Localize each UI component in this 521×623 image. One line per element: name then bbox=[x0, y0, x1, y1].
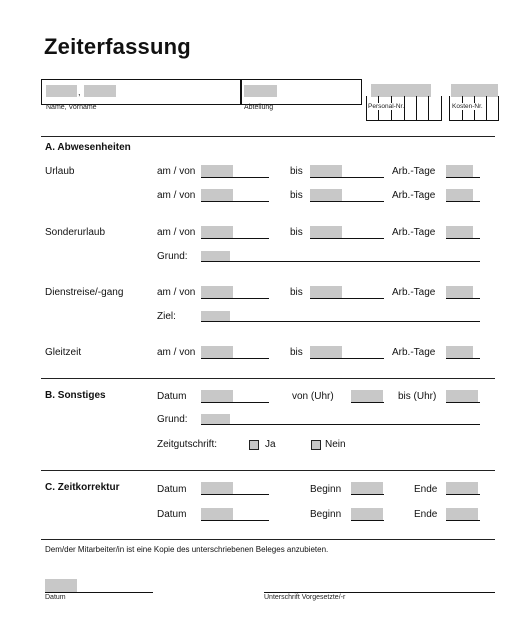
urlaub1-to-field[interactable] bbox=[310, 165, 342, 177]
bis-label: bis bbox=[290, 190, 303, 201]
dienstreise-label: Dienstreise/-gang bbox=[45, 287, 124, 298]
underline bbox=[351, 494, 384, 495]
ja-checkbox[interactable] bbox=[249, 440, 259, 450]
beginn-label: Beginn bbox=[310, 509, 342, 520]
am-von-label: am / von bbox=[157, 166, 196, 177]
divider bbox=[41, 470, 495, 471]
signature-line[interactable] bbox=[264, 592, 495, 593]
sonder-days-field[interactable] bbox=[446, 226, 473, 238]
signature-label: Unterschrift Vorgesetzte/-r bbox=[264, 594, 346, 601]
department-field[interactable] bbox=[244, 85, 277, 97]
nein-checkbox[interactable] bbox=[311, 440, 321, 450]
datum-label: Datum bbox=[157, 484, 187, 495]
sonstiges-datum-field[interactable] bbox=[201, 390, 233, 402]
firstname-field[interactable] bbox=[84, 85, 116, 97]
bis-label: bis bbox=[290, 347, 303, 358]
von-uhr-label: von (Uhr) bbox=[292, 391, 334, 402]
dienst-from-field[interactable] bbox=[201, 286, 233, 298]
korrektur1-beginn-field[interactable] bbox=[351, 482, 383, 494]
signature-date-label: Datum bbox=[45, 594, 66, 601]
ja-label: Ja bbox=[265, 439, 276, 450]
underline bbox=[310, 201, 384, 202]
underline bbox=[201, 424, 480, 425]
bis-label: bis bbox=[290, 287, 303, 298]
underline bbox=[45, 592, 153, 593]
underline bbox=[446, 177, 480, 178]
sonstiges-bis-field[interactable] bbox=[446, 390, 478, 402]
gleit-to-field[interactable] bbox=[310, 346, 342, 358]
underline bbox=[310, 177, 384, 178]
divider bbox=[41, 539, 495, 540]
bis-uhr-label: bis (Uhr) bbox=[398, 391, 437, 402]
arb-tage-label: Arb.-Tage bbox=[392, 287, 436, 298]
divider bbox=[41, 378, 495, 379]
section-b-title: B. Sonstiges bbox=[45, 390, 106, 401]
underline bbox=[201, 520, 269, 521]
arb-tage-label: Arb.-Tage bbox=[392, 227, 436, 238]
sonder-grund-field[interactable] bbox=[201, 251, 230, 261]
datum-label: Datum bbox=[157, 509, 187, 520]
am-von-label: am / von bbox=[157, 227, 196, 238]
underline bbox=[446, 238, 480, 239]
underline bbox=[446, 520, 480, 521]
underline bbox=[446, 298, 480, 299]
bis-label: bis bbox=[290, 227, 303, 238]
beginn-label: Beginn bbox=[310, 484, 342, 495]
underline bbox=[446, 358, 480, 359]
lastname-field[interactable] bbox=[46, 85, 77, 97]
am-von-label: am / von bbox=[157, 190, 196, 201]
nein-label: Nein bbox=[325, 439, 346, 450]
dienst-days-field[interactable] bbox=[446, 286, 473, 298]
personal-nr-label: Personal-Nr. bbox=[368, 103, 405, 110]
underline bbox=[446, 201, 480, 202]
ende-label: Ende bbox=[414, 509, 438, 520]
sonstiges-grund-field[interactable] bbox=[201, 414, 230, 424]
underline bbox=[201, 201, 269, 202]
urlaub1-from-field[interactable] bbox=[201, 165, 233, 177]
underline bbox=[201, 261, 480, 262]
korrektur1-ende-field[interactable] bbox=[446, 482, 478, 494]
arb-tage-label: Arb.-Tage bbox=[392, 347, 436, 358]
underline bbox=[351, 402, 384, 403]
underline bbox=[201, 321, 480, 322]
underline bbox=[310, 358, 384, 359]
urlaub2-to-field[interactable] bbox=[310, 189, 342, 201]
underline bbox=[446, 494, 480, 495]
ziel-label: Ziel: bbox=[157, 311, 176, 322]
underline bbox=[201, 494, 269, 495]
arb-tage-label: Arb.-Tage bbox=[392, 166, 436, 177]
underline bbox=[201, 402, 269, 403]
urlaub2-from-field[interactable] bbox=[201, 189, 233, 201]
dienst-to-field[interactable] bbox=[310, 286, 342, 298]
am-von-label: am / von bbox=[157, 287, 196, 298]
copy-note: Dem/der Mitarbeiter/in ist eine Kopie des unterschriebenen Beleges anzubieten. bbox=[45, 545, 329, 554]
gleitzeit-label: Gleitzeit bbox=[45, 347, 82, 358]
am-von-label: am / von bbox=[157, 347, 196, 358]
underline bbox=[351, 520, 384, 521]
underline bbox=[201, 238, 269, 239]
sonder-to-field[interactable] bbox=[310, 226, 342, 238]
page-title: Zeiterfassung bbox=[44, 34, 191, 59]
divider bbox=[41, 136, 495, 137]
urlaub-label: Urlaub bbox=[45, 166, 75, 177]
korrektur2-datum-field[interactable] bbox=[201, 508, 233, 520]
gleit-from-field[interactable] bbox=[201, 346, 233, 358]
sonstiges-von-field[interactable] bbox=[351, 390, 383, 402]
korrektur1-datum-field[interactable] bbox=[201, 482, 233, 494]
zeitgutschrift-label: Zeitgutschrift: bbox=[157, 439, 218, 450]
department-label: Abteilung bbox=[244, 104, 274, 111]
sonderurlaub-label: Sonderurlaub bbox=[45, 227, 106, 238]
grund-label: Grund: bbox=[157, 251, 188, 262]
name-label: Name, Vorname bbox=[46, 104, 97, 111]
arb-tage-label: Arb.-Tage bbox=[392, 190, 436, 201]
ende-label: Ende bbox=[414, 484, 438, 495]
urlaub1-days-field[interactable] bbox=[446, 165, 473, 177]
korrektur2-ende-field[interactable] bbox=[446, 508, 478, 520]
urlaub2-days-field[interactable] bbox=[446, 189, 473, 201]
korrektur2-beginn-field[interactable] bbox=[351, 508, 383, 520]
signature-date-field[interactable] bbox=[45, 579, 77, 592]
section-c-title: C. Zeitkorrektur bbox=[45, 482, 120, 493]
sonder-from-field[interactable] bbox=[201, 226, 233, 238]
underline bbox=[446, 402, 480, 403]
section-a-title: A. Abwesenheiten bbox=[45, 142, 131, 153]
underline bbox=[201, 177, 269, 178]
underline bbox=[201, 298, 269, 299]
datum-label: Datum bbox=[157, 391, 187, 402]
grund-label: Grund: bbox=[157, 414, 188, 425]
kosten-nr-label: Kosten-Nr. bbox=[452, 103, 483, 110]
name-separator: , bbox=[78, 87, 81, 97]
dienst-ziel-field[interactable] bbox=[201, 311, 230, 321]
underline bbox=[310, 238, 384, 239]
underline bbox=[310, 298, 384, 299]
underline bbox=[201, 358, 269, 359]
gleit-days-field[interactable] bbox=[446, 346, 473, 358]
bis-label: bis bbox=[290, 166, 303, 177]
